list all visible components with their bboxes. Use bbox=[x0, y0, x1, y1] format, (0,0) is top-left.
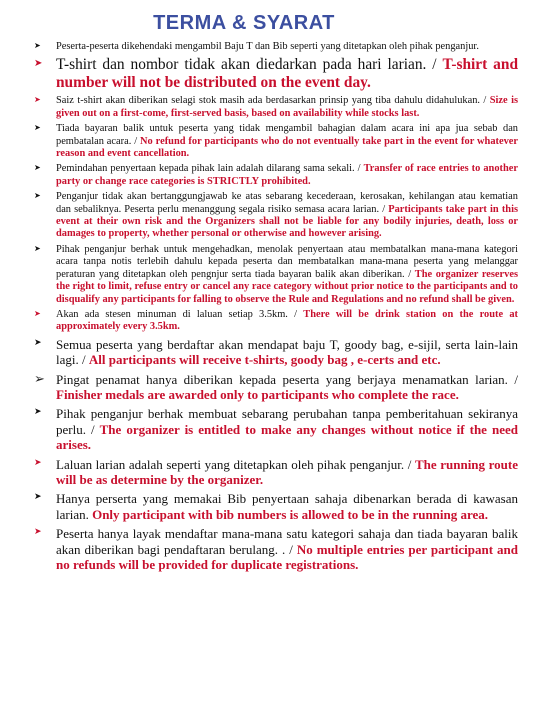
bullet-icon: ➤ bbox=[34, 41, 41, 50]
term-text-malay: Tiada bayaran balik untuk peserta yang tidak mengambil bahagian dalam acara ini apa jua sebab dan pembatalan acara. / bbox=[56, 123, 518, 147]
term-item bbox=[30, 491, 518, 522]
page-title: TERMA & SYARAT bbox=[153, 12, 335, 34]
bullet-icon: ➤ bbox=[34, 527, 42, 538]
bullet-icon: ➤ bbox=[34, 123, 41, 133]
bullet-icon: ➤ bbox=[34, 58, 43, 70]
term-text-english: There will be drink station on the route at approximately every 3.5km. bbox=[56, 308, 519, 333]
term-item bbox=[30, 123, 518, 160]
term-text-english: No refund for participants who do not eventually take part in the event for whatever reason and event cancellation. bbox=[56, 135, 519, 160]
bullet-icon: ➤ bbox=[34, 243, 41, 253]
term-text-english: All participants will receive t-shirts, goody bag , e-certs and etc. bbox=[88, 352, 441, 368]
term-text-malay: Akan ada stesen minuman di laluan setiap 3.5km. / bbox=[56, 308, 304, 320]
term-item bbox=[30, 337, 518, 368]
term-item bbox=[30, 526, 518, 572]
term-text-malay: Semua peserta yang berdaftar akan mendapat baju T, goody bag, e-sijil, serta lain-lain lagi. / bbox=[56, 336, 518, 368]
term-text-english: The organizer reserves the right to limit, refuse entry or cancel any race category without prior notice to the participants and to disqualify any participants for falling to observe the Rule and Regulations and no refund shall be given. bbox=[56, 268, 518, 305]
term-text-malay: Penganjur tidak akan bertanggungjawab ke atas sebarang kecederaan, kerosakan, kehilangan atau kematian dan sebaliknya. Peserta perlu menanggung segala risiko semasa acara larian. / bbox=[56, 191, 518, 215]
term-text-malay: Laluan larian adalah seperti yang ditetapkan oleh pihak penganjur. / bbox=[56, 456, 415, 472]
term-item bbox=[30, 457, 518, 488]
term-text-english: No multiple entries per participant and no refunds will be provided for duplicate registrations. bbox=[56, 541, 518, 572]
term-item bbox=[30, 309, 518, 334]
term-text-english: Transfer of race entries to another party or change race categories is STRICTLY prohibited. bbox=[56, 163, 518, 187]
term-text-malay: Pingat penamat hanya diberikan kepada peserta yang berjaya menamatkan larian. / bbox=[56, 371, 518, 387]
term-text-english: Finisher medals are awarded only to participants who complete the race. bbox=[56, 386, 459, 402]
bullet-icon: ➤ bbox=[34, 457, 42, 468]
bullet-icon: ➤ bbox=[34, 191, 41, 201]
bullet-icon: ➤ bbox=[34, 95, 41, 105]
chevron-bullet-icon: ➢ bbox=[34, 371, 45, 387]
bullet-icon: ➤ bbox=[34, 337, 42, 348]
term-text-malay: Peserta-peserta dikehendaki mengambil Baju T dan Bib seperti yang ditetapkan oleh pihak penganjur. bbox=[56, 41, 479, 52]
term-item bbox=[30, 41, 518, 53]
term-text-english: The organizer is entitled to make any changes without notice if the need arises. bbox=[56, 421, 518, 453]
term-text-malay: Pihak penganjur berhak untuk mengehadkan, menolak penyertaan atau membatalkan mana-mana kategori acara tanpa notis terlebih dahulu kepada peserta dan membatalkan mana-mana peserta yang melanggar peraturan yang ditetapkan oleh pengnjur serta tiada bayaran balik akan diberikan. / bbox=[56, 243, 518, 280]
bullet-icon: ➤ bbox=[34, 163, 41, 173]
term-text-malay: Peserta hanya layak mendaftar mana-mana satu kategori sahaja dan tiada bayaran balik akan diberikan bagi pendaftaran berulang. . / bbox=[56, 526, 518, 557]
term-text-english: T-shirt and number will not be distributed on the event day. bbox=[56, 56, 518, 92]
bullet-icon: ➤ bbox=[34, 492, 42, 503]
bullet-icon: ➤ bbox=[34, 407, 42, 418]
term-item bbox=[30, 244, 518, 306]
term-item bbox=[30, 95, 518, 120]
term-text-malay: Pemindahan penyertaan kepada pihak lain adalah dilarang sama sekali. / bbox=[56, 163, 364, 175]
term-text-english: The running route will be as determine by the organizer. bbox=[56, 456, 518, 487]
term-text-malay: Saiz t-shirt akan diberikan selagi stok masih ada berdasarkan prinsip yang tiba dahulu didahulukan. / bbox=[56, 95, 490, 107]
term-text-english: Participants take part in this event at their own risk and the Organizers shall not be liable for any bodily injuries, death, loss or damages to property, whether personal or otherwise and however arising. bbox=[56, 203, 518, 240]
term-text-malay: T-shirt dan nombor tidak akan diedarkan pada hari larian. / bbox=[56, 56, 443, 74]
term-text-malay: Pihak penganjur berhak membuat sebarang perubahan tanpa pemberitahuan sekiranya perlu. / bbox=[56, 406, 518, 437]
term-item bbox=[30, 56, 518, 92]
term-item bbox=[30, 163, 518, 188]
term-item bbox=[30, 372, 518, 403]
term-item bbox=[30, 406, 518, 452]
term-text-english: Size is given out on a first-come, first-served basis, based on availability while stocks last. bbox=[56, 95, 518, 119]
term-text-malay: Hanya perserta yang memakai Bib penyertaan sahaja dibenarkan berada di kawasan larian. bbox=[56, 491, 518, 522]
term-text-english: Only participant with bib numbers is allowed to be in the running area. bbox=[92, 506, 489, 522]
term-item bbox=[30, 191, 518, 241]
bullet-icon: ➤ bbox=[34, 308, 41, 318]
